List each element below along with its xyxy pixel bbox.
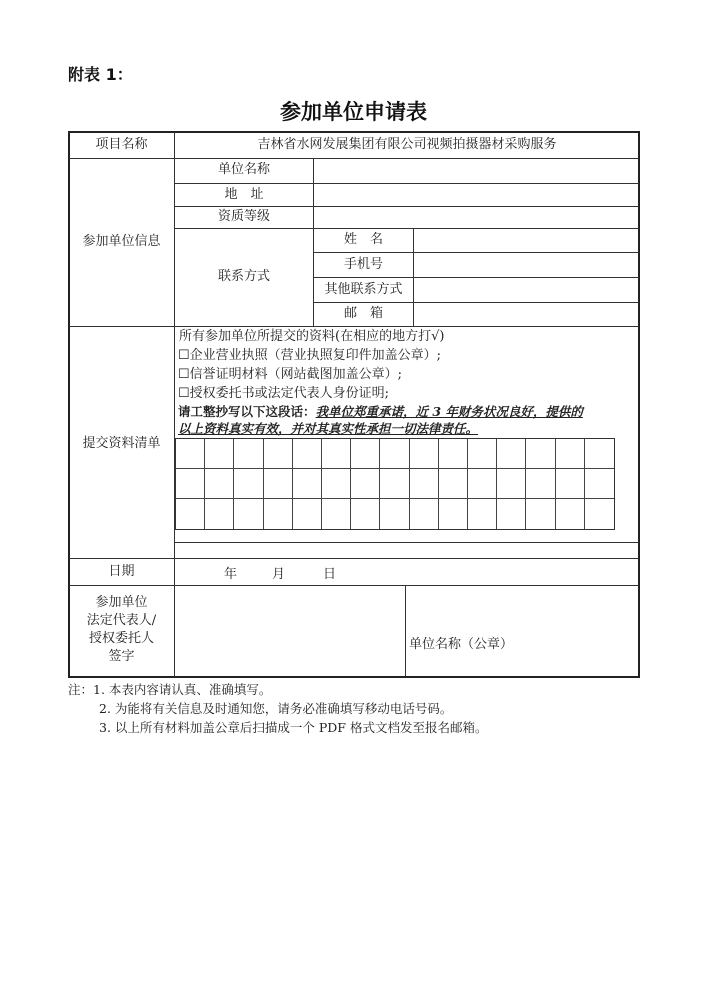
row-divider <box>313 277 639 278</box>
sign-label-line-1: 参加单位 <box>95 595 148 610</box>
note-1: 注：1. 本表内容请认真、准确填写。 <box>68 682 272 697</box>
qualification-label: 资质等级 <box>217 209 270 224</box>
row-divider <box>69 558 639 559</box>
email-label: 邮 箱 <box>343 306 383 321</box>
sign-label-line-3: 授权委托人 <box>88 631 154 646</box>
row-divider <box>174 206 639 207</box>
other-contact-label: 其他联系方式 <box>324 282 403 297</box>
address-label: 地 址 <box>224 187 264 202</box>
attachment-label: 附表 1： <box>68 65 133 84</box>
checklist-item-credit[interactable]: ☐信誉证明材料（网站截图加盖公章）; <box>178 367 403 382</box>
row-divider <box>69 585 639 586</box>
row-divider <box>174 228 639 229</box>
sign-label-line-4: 签字 <box>108 649 135 664</box>
handwriting-grid[interactable] <box>175 438 615 530</box>
notes <box>68 680 487 737</box>
date-day: 日 <box>323 567 337 582</box>
row-divider <box>313 302 639 303</box>
submit-intro: 所有参加单位所提交的资料(在相应的地方打√) <box>179 329 445 344</box>
row-divider <box>174 183 639 184</box>
contact-method-label: 联系方式 <box>217 269 270 284</box>
unit-name-label: 单位名称 <box>217 162 270 177</box>
submit-list-label: 提交资料清单 <box>82 436 161 451</box>
row-divider <box>174 542 639 543</box>
sign-label-line-2: 法定代表人/ <box>86 613 157 628</box>
copy-instruction: 请工整抄写以下这段话： <box>178 404 316 419</box>
pledge-text-2: 以上资料真实有效，并对其真实性承担一切法律责任。 <box>178 421 479 436</box>
pledge-line-1 <box>178 404 583 420</box>
project-name-label: 项目名称 <box>95 137 148 152</box>
row-divider <box>313 252 639 253</box>
note-2: 2. 为能将有关信息及时通知您，请务必准确填写移动电话号码。 <box>99 701 453 716</box>
unit-info-label: 参加单位信息 <box>82 234 161 249</box>
project-name-value: 吉林省水网发展集团有限公司视频拍摄器材采购服务 <box>257 137 557 152</box>
date-year: 年 <box>224 567 238 582</box>
pledge-text-1: 我单位郑重承诺，近 3 年财务状况良好，提供的 <box>315 404 583 419</box>
seal-label: 单位名称（公章） <box>409 637 514 652</box>
date-month: 月 <box>272 567 286 582</box>
mobile-label: 手机号 <box>343 257 383 272</box>
checklist-item-authorization[interactable]: ☐授权委托书或法定代表人身份证明; <box>178 386 390 401</box>
form-title: 参加单位申请表 <box>280 100 427 124</box>
checklist-item-license[interactable]: ☐企业营业执照（营业执照复印件加盖公章）; <box>178 348 442 363</box>
date-label: 日期 <box>108 564 135 579</box>
column-divider <box>413 228 414 326</box>
contact-name-label: 姓 名 <box>343 232 383 247</box>
row-divider <box>69 158 639 159</box>
row-divider <box>69 326 639 327</box>
note-3: 3. 以上所有材料加盖公章后扫描成一个 PDF 格式文档发至报名邮箱。 <box>99 720 488 735</box>
column-divider <box>405 586 406 677</box>
